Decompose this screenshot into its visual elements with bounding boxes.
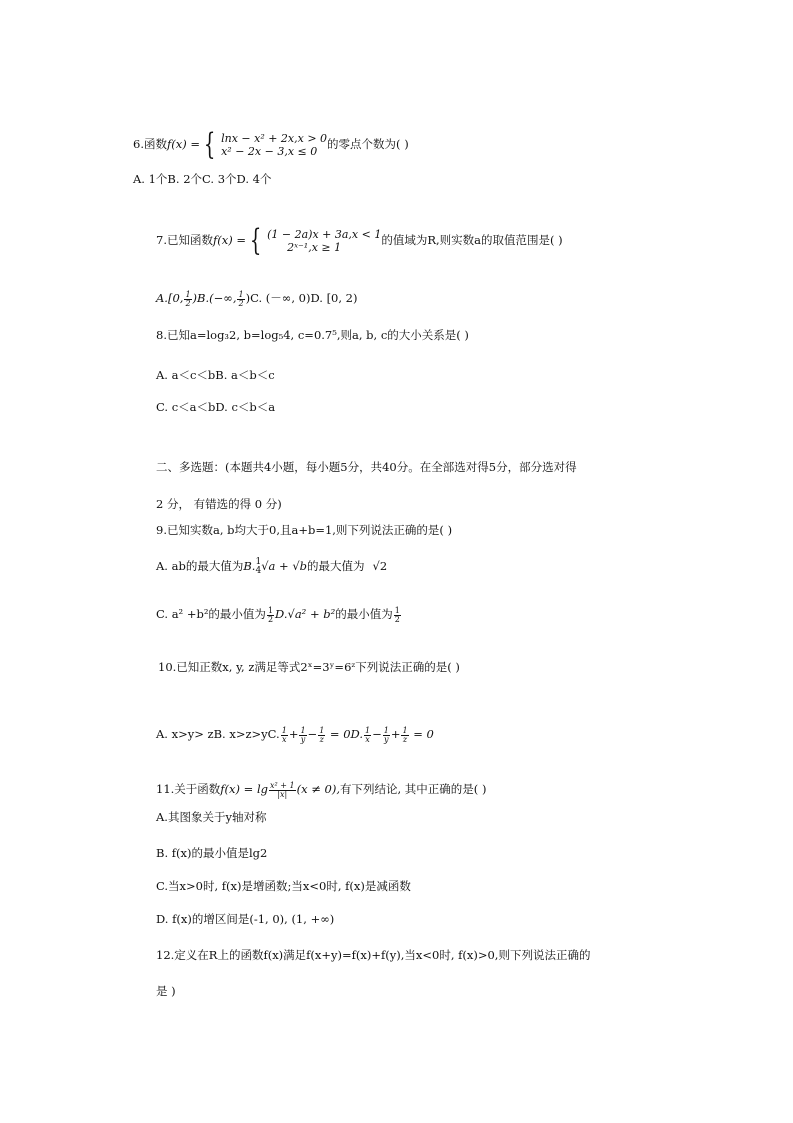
q11-fraction <box>269 782 296 799</box>
q7-fraction-half <box>184 291 191 308</box>
frac-num: 1 <box>267 605 274 615</box>
q7-option-a-interval: [0, <box>167 291 184 305</box>
q11-option-d: D. f(x)的增区间是(-1, 0), (1, +∞) <box>156 912 335 926</box>
q9-sqrt-2: √2 <box>372 559 388 573</box>
q11-option-c: C.当x>0时, f(x)是增函数;当x<0时, f(x)是减函数 <box>156 879 411 893</box>
q7-function: f(x) = <box>212 233 246 247</box>
q6-cases <box>221 132 327 158</box>
q9-option-d-text: 的最小值为 <box>335 607 393 621</box>
q10-option-d-eq: = 0 <box>409 727 434 741</box>
q7-fraction-half-2 <box>237 291 244 308</box>
q9-options-cd <box>156 606 402 624</box>
q11-option-a: A.其图象关于y轴对称 <box>156 810 267 824</box>
q9-fraction-half-2 <box>394 607 401 624</box>
q6-case-1: lnx − x² + 2x,x > 0 <box>221 132 328 145</box>
frac-den: 2 <box>267 614 274 624</box>
question-10: 10.已知正数x, y, z满足等式2ˣ=3ʸ=6ᶻ下列说法正确的是( ) <box>158 660 460 674</box>
frac-den: 2 <box>394 614 400 624</box>
q7-option-b-label: )B. <box>192 291 210 305</box>
q9-option-d-label: D. <box>275 607 288 621</box>
q8-options-cd: C. c＜a＜bD. c＜b＜a <box>156 400 276 414</box>
q10-option-d-expr: $\frac{1}{x}$ − $\frac{1}{y}$ + $\frac{1}{z}$ <box>365 725 408 744</box>
q9-option-a: A. ab的最大值为 <box>156 559 244 573</box>
q9-sqrt-sum: √a + √b <box>261 559 308 573</box>
q7-prefix: 7.已知函数 <box>156 233 213 247</box>
question-7 <box>156 223 563 258</box>
frac-num: 1 <box>255 557 262 567</box>
q6-options: A. 1个B. 2个C. 3个D. 4个 <box>133 172 272 186</box>
q7-options <box>156 290 357 308</box>
question-9: 9.已知实数a, b均大于0,且a+b=1,则下列说法正确的是( ) <box>156 523 453 537</box>
q7-case-1: (1 − 2a)x + 3a,x < 1 <box>267 228 382 241</box>
frac-den: 4 <box>255 566 262 576</box>
question-11 <box>156 781 486 799</box>
q11-prefix: 11.关于函数 <box>156 782 221 796</box>
q7-suffix: 的值域为R,则实数a的取值范围是( ) <box>381 233 563 247</box>
q11-condition: (x ≠ 0), <box>296 782 340 796</box>
brace-icon: { <box>203 127 216 162</box>
q7-cases <box>267 228 381 254</box>
q9-option-b-label: B. <box>243 559 256 573</box>
section-2-heading-cont: 2 分， 有错选的得 0 分) <box>156 497 282 511</box>
question-6 <box>133 127 409 162</box>
question-12-cont: 是 ) <box>156 984 176 998</box>
q6-function: f(x) = <box>166 137 200 151</box>
q6-case-2: x² − 2x − 3,x ≤ 0 <box>221 145 318 158</box>
q10-options <box>156 726 434 744</box>
q7-option-b-interval: (−∞, <box>209 291 237 305</box>
brace-icon: { <box>249 223 262 258</box>
q9-options-ab <box>156 558 387 576</box>
frac-num: 1 <box>394 605 400 615</box>
frac-den: |x| <box>277 789 288 799</box>
q10-option-c-expr: $\frac{1}{x}$ + $\frac{1}{y}$ − $\frac{1}{z}$ <box>281 725 325 744</box>
q7-case-2: 2ˣ⁻¹,x ≥ 1 <box>287 241 342 254</box>
q7-option-a-label: A. <box>156 291 168 305</box>
frac-den: 2 <box>238 298 244 308</box>
q9-option-b-text: 的最大值为 <box>307 559 365 573</box>
q7-option-cd: )C. (－∞, 0)D. [0, 2) <box>245 291 358 305</box>
frac-num: 1 <box>185 289 191 299</box>
q11-suffix: 有下列结论, 其中正确的是( ) <box>340 782 487 796</box>
q11-function: f(x) = lg <box>220 782 268 796</box>
q6-prefix: 6.函数 <box>133 137 167 151</box>
q11-option-b: B. f(x)的最小值是lg2 <box>156 846 268 860</box>
question-12: 12.定义在R上的函数f(x)满足f(x+y)=f(x)+f(y),当x<0时, f(x)>0,则下列说法正确的 <box>156 948 591 962</box>
q10-options-ab: A. x>y> zB. x>z>yC. <box>156 727 280 741</box>
q10-option-c-eq: = 0D. <box>326 727 364 741</box>
q8-options-ab: A. a＜c＜bB. a＜b＜c <box>156 368 275 382</box>
q9-sqrt-sq: √a² + b² <box>287 607 336 621</box>
q6-suffix: 的零点个数为( ) <box>327 137 409 151</box>
question-8: 8.已知a=log₃2, b=log₅4, c=0.7⁵,则a, b, c的大小关系是( ) <box>156 328 469 342</box>
frac-num: 1 <box>238 289 244 299</box>
frac-den: 2 <box>185 298 191 308</box>
q9-fraction-half <box>267 607 274 624</box>
q9-option-c: C. a² +b²的最小值为 <box>156 607 266 621</box>
frac-num: x² + 1 <box>270 780 295 790</box>
section-2-heading: 二、多选题：(本题共4小题，每小题5分，共40分。在全部选对得5分，部分选对得 <box>156 460 577 474</box>
